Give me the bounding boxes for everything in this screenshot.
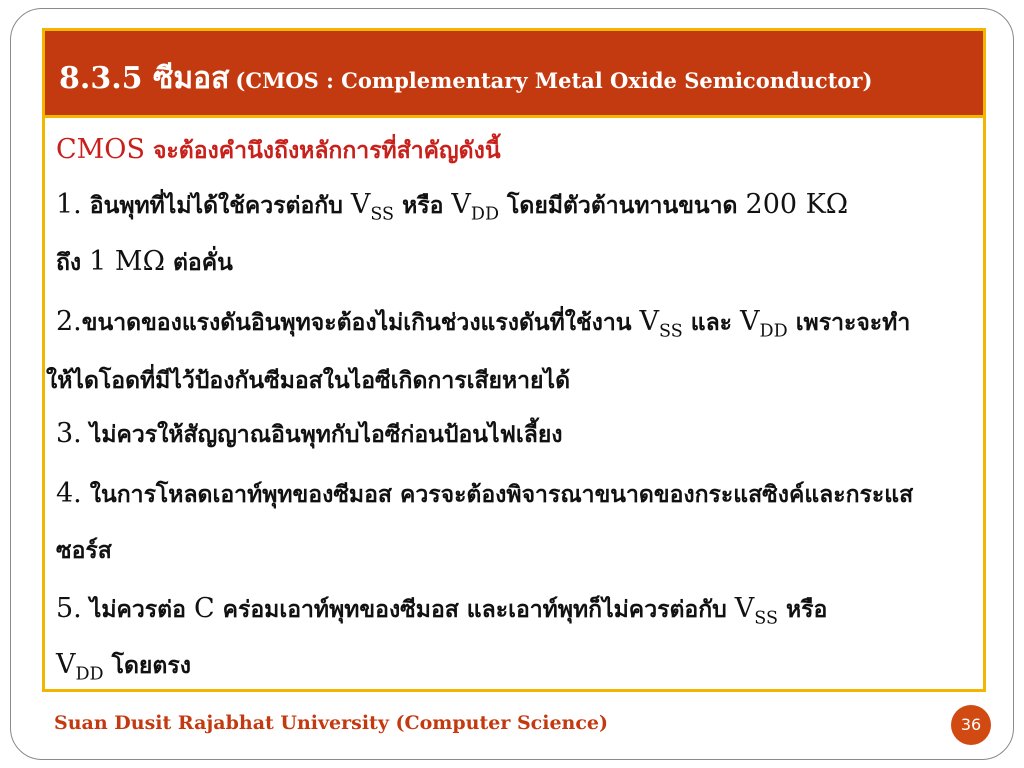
page-number-badge: 36 xyxy=(951,705,991,745)
item2-vss: $V_{SS}$ xyxy=(639,306,683,342)
item1-vdd: $V_{DD}$ xyxy=(451,189,500,225)
item1-number: 1. xyxy=(56,189,82,220)
intro-line xyxy=(56,133,501,169)
footer-text: Suan Dusit Rajabhat University (Computer Science) xyxy=(54,712,609,734)
item1-line1 xyxy=(56,188,848,224)
item4-line2 xyxy=(56,533,112,569)
intro-term: CMOS xyxy=(56,134,145,165)
item4-text-b: ซอร์ส xyxy=(56,538,112,564)
item1-or: หรือ xyxy=(402,193,444,219)
item2-vdd: $V_{DD}$ xyxy=(740,306,788,342)
item1-value2: 1 MΩ xyxy=(89,246,165,277)
item5-line2 xyxy=(56,648,191,684)
item5-or: หรือ xyxy=(786,597,828,623)
item4-text-a: ในการโหลดเอาท์พุทของซีมอส ควรจะต้องพิจารณาขนาดของกระแสซิงค์และกระแส xyxy=(89,482,914,508)
item5-number: 5. xyxy=(56,593,82,624)
item2-text-c: ให้ไดโอดที่มีไว้ป้องกันซีมอสในไอซีเกิดการเสียหายได้ xyxy=(46,368,571,394)
item5-text-b: คร่อมเอาท์พุทของซีมอส และเอาท์พุทก็ไม่ควรต่อกับ xyxy=(222,597,727,623)
item1-value1: 200 KΩ xyxy=(745,189,849,220)
item1-to: ถึง xyxy=(56,250,82,276)
item1-text-a: อินพุทที่ไม่ได้ใช้ควรต่อกับ xyxy=(89,193,343,219)
item2-number: 2. xyxy=(56,306,82,337)
item4-number: 4. xyxy=(56,478,82,509)
item5-text-c: โดยตรง xyxy=(111,653,191,679)
item1-text-c: ต่อคั่น xyxy=(172,250,233,276)
intro-text: จะต้องคำนึงถึงหลักการที่สำคัญดังนี้ xyxy=(152,138,501,164)
item5-vdd: $V_{DD}$ xyxy=(56,649,104,685)
item1-text-b: โดยมีตัวต้านทานขนาด xyxy=(507,193,738,219)
item5-vss: $V_{SS}$ xyxy=(734,593,778,629)
item2-text-b: เพราะจะทำ xyxy=(795,310,911,336)
item2-line1 xyxy=(56,305,910,341)
item3-number: 3. xyxy=(56,418,82,449)
item3-line xyxy=(56,417,563,453)
item2-and: และ xyxy=(690,310,733,336)
item5-text-a: ไม่ควรต่อ xyxy=(89,597,186,623)
item5-c: C xyxy=(193,593,215,624)
item4-line1 xyxy=(56,477,913,513)
title-bar xyxy=(42,28,986,118)
item5-line1 xyxy=(56,592,827,628)
item1-line2 xyxy=(56,245,233,281)
item2-text-a: ขนาดของแรงดันอินพุทจะต้องไม่เกินช่วงแรงดันที่ใช้งาน xyxy=(81,310,632,336)
item1-vss: $V_{SS}$ xyxy=(350,189,395,225)
title-subtitle: (CMOS : Complementary Metal Oxide Semiconductor) xyxy=(235,68,873,93)
title-number: 8.3.5 ซีมอส xyxy=(59,61,230,96)
item3-text: ไม่ควรให้สัญญาณอินพุทกับไอซีก่อนป้อนไฟเลี้ยง xyxy=(89,422,563,448)
item2-line2 xyxy=(46,363,570,399)
slide-title xyxy=(59,55,872,102)
